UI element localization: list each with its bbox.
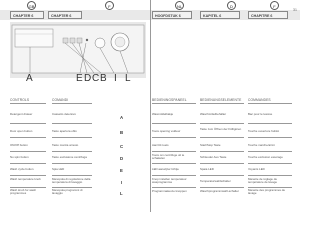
rule [52, 103, 92, 104]
de-row-5: Spaia LED [200, 167, 214, 171]
rule [152, 123, 196, 124]
rule [248, 175, 292, 176]
rule [52, 175, 92, 176]
de-row-4: Schleuder Aus Taste [200, 155, 227, 159]
en-row-5: Wash cycle button [10, 167, 34, 171]
chapter-header-fr: CHAPITRE 6 [248, 11, 288, 19]
controls-title-fr: COMMANDES [248, 98, 271, 102]
rule [152, 175, 196, 176]
en-row-7: Wash knob for wash programmes [10, 188, 37, 196]
fr-row-3: Touche marche/arrêt [248, 143, 275, 147]
rule [10, 103, 46, 104]
key-letter-l: L [120, 191, 123, 196]
chapter-header-nl: HOOFDSTUK 6 [152, 11, 192, 19]
nl-row-6: Knop instellen temperatuur wasprogramma [152, 177, 187, 185]
fr-row-7: Manette des programmes de lavage [248, 188, 285, 196]
it-row-6: Manopola di regolazione della temperatura di lavaggio [52, 177, 91, 185]
de-row-7: Waschprogrammwahl-schalter [200, 189, 239, 193]
nl-row-3: Aan/Uit toets [152, 143, 169, 147]
rule [200, 123, 244, 124]
fr-row-5: Voyants LED [248, 167, 265, 171]
en-row-6: Wash temperature knob [10, 177, 41, 181]
diagram-label-e: E [76, 73, 83, 84]
language-badge-gb: GB [27, 1, 36, 10]
rule [52, 137, 92, 138]
it-row-3: Tasto marcia arresto [52, 143, 79, 147]
de-row-6: Temperaturwahlschalter [200, 179, 231, 183]
rule [200, 187, 244, 188]
controls-title-it: COMANDI [52, 98, 69, 102]
key-letter-d: D [120, 156, 124, 161]
it-row-7: Manopola programmi di lavaggio [52, 188, 83, 196]
en-row-2: Door open button [10, 129, 33, 133]
key-letter-c: C [120, 144, 124, 149]
controls-title-nl: BEDIENINGSPANEEL [152, 98, 187, 102]
rule [52, 163, 92, 164]
fr-row-2: Touche ouverture hublot [248, 129, 280, 133]
de-row-2: Taste zum Öffnen der Fülltgüren [200, 127, 242, 131]
chapter-header-de: KAPITEL 6 [200, 11, 240, 19]
it-row-1: Cassetto detersivo [52, 112, 76, 116]
page-gutter [150, 0, 151, 212]
en-row-4: No spin button [10, 155, 29, 159]
en-row-3: ON/Off button [10, 143, 28, 147]
control-panel-diagram [10, 22, 146, 78]
diagram-label-b: B [100, 73, 107, 84]
rule [248, 163, 292, 164]
nl-row-7: Programmakeuze knoppen [152, 189, 187, 193]
nl-row-5: LED aanwijzer lichtje [152, 167, 179, 171]
it-row-5: Spia LED [52, 167, 65, 171]
rule [152, 137, 196, 138]
rule [52, 123, 92, 124]
nl-row-1: Wasmiddelbakje [152, 112, 174, 116]
rule [248, 137, 292, 138]
rule [10, 123, 46, 124]
rule [10, 163, 46, 164]
rule [248, 123, 292, 124]
rule [152, 151, 196, 152]
diagram-label-c: C [92, 73, 100, 84]
rule [200, 151, 244, 152]
controls-title-de: BEDIENUNGSELEMENTE [200, 98, 242, 102]
rule [200, 163, 244, 164]
fr-row-4: Touche exclusion essorage [248, 155, 283, 159]
it-row-4: Tasto esclusione centrifuga [52, 155, 87, 159]
nl-row-2: Toets opening vuldeur [152, 129, 181, 133]
diagram-label-d: D [84, 73, 92, 84]
rule [10, 137, 46, 138]
language-badge-it: F [105, 1, 114, 10]
rule [200, 137, 244, 138]
rule [152, 187, 196, 188]
rule [10, 151, 46, 152]
right-page [150, 0, 300, 212]
rule [152, 163, 196, 164]
rule [10, 175, 46, 176]
language-badge-f: F [270, 1, 279, 10]
diagram-label-a: A [26, 73, 33, 84]
fr-row-6: Manette de réglage de température de lavage [248, 177, 277, 185]
chapter-header-en: CHAPTER 6 [10, 11, 44, 19]
chapter-header-it: CHAPTER 6 [48, 11, 82, 19]
nl-row-4: Toets om centrifuge uit te schakelen [152, 153, 185, 161]
language-badge-nl: NL [175, 1, 184, 10]
it-row-2: Tasto apertura oblò [52, 129, 77, 133]
key-letter-e: E [120, 168, 123, 173]
rule [200, 175, 244, 176]
de-row-3: Start/Stop Taste [200, 143, 221, 147]
rule [52, 151, 92, 152]
controls-title-en: CONTROLS [10, 98, 30, 102]
rule [248, 103, 292, 104]
de-row-1: Waschmittelbehälter [200, 112, 227, 116]
rule [152, 103, 196, 104]
page-number: 31 [293, 8, 297, 12]
fr-row-1: Bac pour le lessive [248, 112, 273, 116]
key-letter-b: B [120, 130, 124, 135]
diagram-label-l: L [125, 73, 131, 84]
rule [248, 151, 292, 152]
key-letter-a: A [120, 115, 124, 120]
diagram-label-i: I [114, 73, 117, 84]
rule [200, 103, 244, 104]
key-letter-i: I [121, 180, 123, 185]
left-page [0, 0, 150, 212]
en-row-1: Detergent drawer [10, 112, 33, 116]
language-badge-d: D [227, 1, 236, 10]
